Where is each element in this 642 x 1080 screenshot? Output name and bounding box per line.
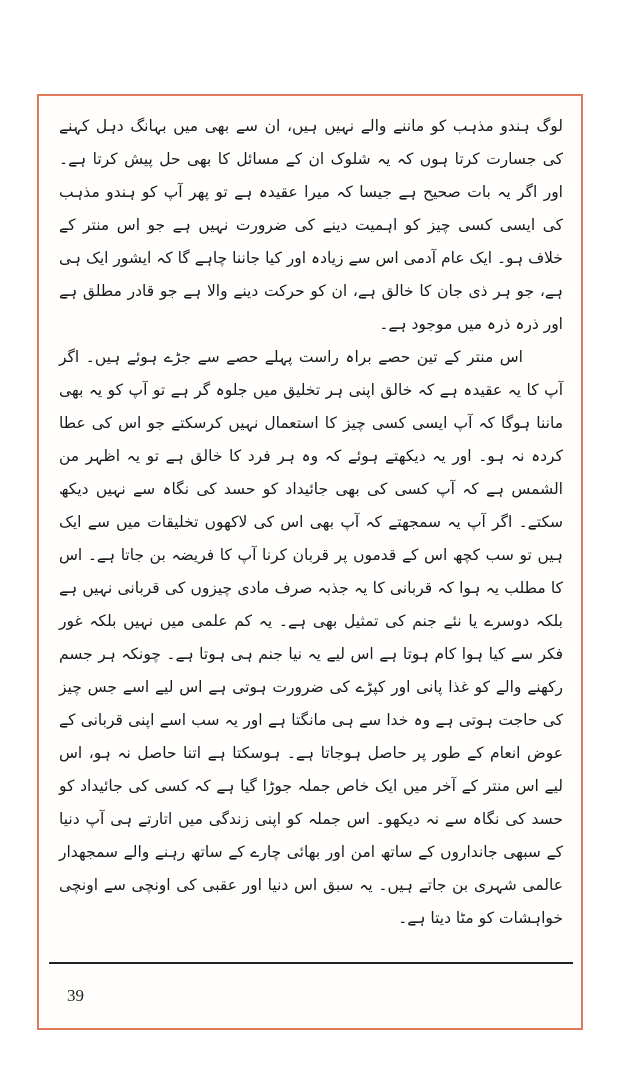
footer-divider — [49, 962, 573, 964]
paragraph-1: لوگ ہندو مذہب کو ماننے والے نہیں ہیں، ان سے بھی میں بہانگ دہل کہنے کی جسارت کرتا ہوں کہ یہ شلوک ان کے مسائل کا بھی حل پیش کرتا ہے۔ اور اگر یہ بات صحیح ہے جیسا کہ میرا عقیدہ ہے تو پھر آپ کو ہندو مذہب کی ایسی کسی چیز کو اہمیت دینے کی ضرورت نہیں ہے جو اس منتر کے خلاف ہو۔ ایک عام آدمی اس سے زیادہ اور کیا جاننا چاہے گا کہ ایشور ایک ہی ہے، جو ہر ذی جان کا خالق ہے، ان کو حرکت دینے والا ہے جو قادر مطلق ہے اور ذرہ ذرہ میں موجود ہے۔ — [59, 117, 563, 333]
body-text — [59, 110, 563, 935]
paragraph-2: اس منتر کے تین حصے براہ راست پہلے حصے سے جڑے ہوئے ہیں۔ اگر آپ کا یہ عقیدہ ہے کہ خالق اپنی ہر تخلیق میں جلوہ گر ہے تو آپ کو یہ بھی ماننا ہوگا کہ آپ ایسی کسی چیز کا استعمال نہیں کرسکتے جو اس کی عطا کردہ نہ ہو۔ اور یہ دیکھتے ہوئے کہ وہ ہر فرد کا خالق ہے تو یہ اظہر من الشمس ہے کہ آپ کسی کی بھی جائیداد کو حسد کی نگاہ سے نہیں دیکھ سکتے۔ اگر آپ یہ سمجھتے کہ آپ بھی اس کی لاکھوں تخلیقات میں سے ایک ہیں تو سب کچھ اس کے قدموں پر قربان کرنا آپ کا فریضہ بن جاتا ہے۔ اس کا مطلب یہ ہوا کہ قربانی کا یہ جذبہ صرف مادی چیزوں کی قربانی نہیں ہے بلکہ دوسرے یا نئے جنم کی تمثیل بھی ہے۔ یہ کم علمی میں نہیں بلکہ غور فکر سے کیا ہوا کام ہوتا ہے اس لیے یہ نیا جنم ہی ہوتا ہے۔ چونکہ ہر جسم رکھنے والے کو غذا پانی اور کپڑے کی ضرورت ہوتی ہے اس لیے اسے جس چیز کی حاجت ہوتی ہے وہ خدا سے ہی مانگتا ہے اور یہ سب اسے اپنی قربانی کے عوض انعام کے طور پر حاصل ہوجاتا ہے۔ ہوسکتا ہے اتنا حاصل نہ ہو، اس لیے اس منتر کے آخر میں ایک خاص جملہ جوڑا گیا ہے کہ کسی کی جائیداد کو حسد کی نگاہ سے نہ دیکھو۔ اس جملہ کو اپنی زندگی میں اتارتے ہی آپ دنیا کے سبھی جانداروں کے ساتھ امن اور بھائی چارے کے ساتھ رہنے والے سمجھدار عالمی شہری بن جاتے ہیں۔ یہ سبق اس دنیا اور عقبی کی اونچی سے اونچی خواہشات کو مٹا دیتا ہے۔ — [59, 348, 563, 927]
page-frame — [37, 94, 583, 1030]
page-number: 39 — [67, 986, 84, 1005]
